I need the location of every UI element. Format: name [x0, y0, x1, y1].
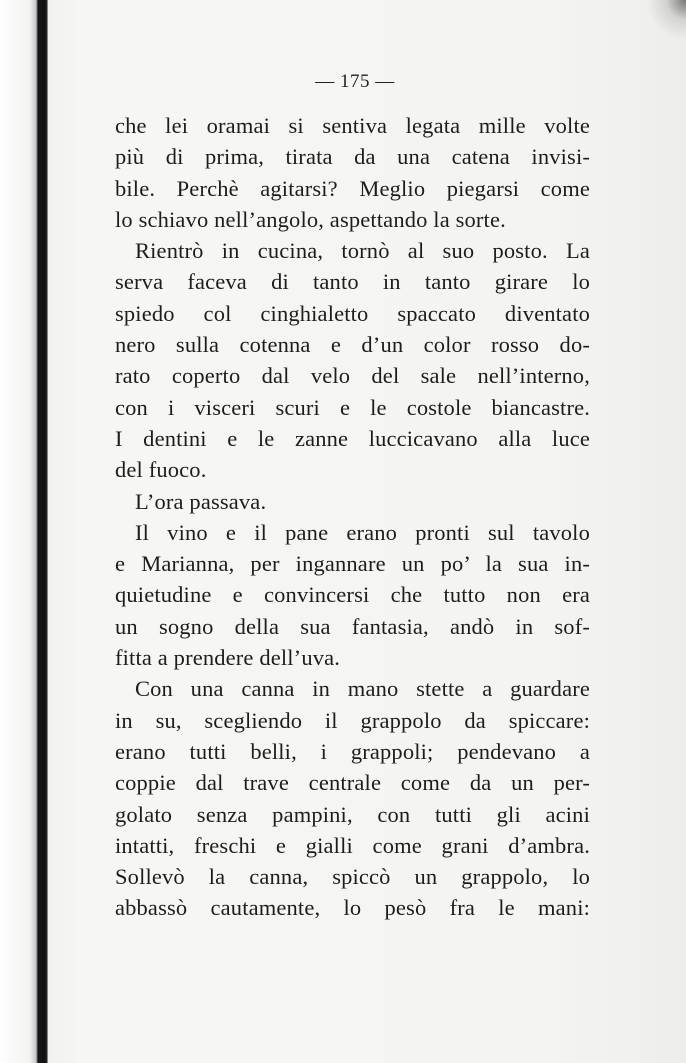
text-line: serva faceva di tanto in tanto girare lo	[115, 269, 590, 295]
text-line: un sogno della sua fantasia, andò in sof-	[115, 613, 590, 639]
text-line: Il vino e il pane erano pronti sul tavolo	[135, 519, 590, 545]
text-line: erano tutti belli, i grappoli; pendevano a	[115, 738, 590, 764]
text-line: Sollevò la canna, spiccò un grappolo, lo	[115, 864, 590, 890]
page-number: — 175 —	[315, 71, 395, 92]
text-line: bile. Perchè agitarsi? Meglio piegarsi come	[115, 175, 590, 201]
text-line: lo schiavo nell’angolo, aspettando la sorte.	[115, 206, 506, 232]
text-line: intatti, freschi e gialli come grani d’ambra.	[115, 832, 590, 858]
text-line: spiedo col cinghialetto spaccato diventato	[115, 300, 590, 326]
text-line: nero sulla cotenna e d’un color rosso do-	[115, 332, 590, 358]
text-line: coppie dal trave centrale come da un per-	[115, 770, 590, 796]
text-line: Rientrò in cucina, tornò al suo posto. La	[135, 238, 590, 264]
page-corner-shadow	[646, 0, 686, 40]
text-line: fitta a prendere dell’uva.	[115, 645, 341, 671]
text-line: L’ora passava.	[135, 488, 267, 514]
text-line: golato senza pampini, con tutti gli acini	[115, 801, 590, 827]
text-line: quietudine e convincersi che tutto non era	[115, 582, 590, 608]
text-line: in su, scegliendo il grappolo da spiccare:	[115, 707, 590, 733]
text-line: abbassò cautamente, lo pesò fra le mani:	[115, 895, 590, 921]
text-line: più di prima, tirata da una catena invisi-	[115, 144, 590, 170]
text-line: rato coperto dal velo del sale nell’interno,	[115, 363, 590, 389]
text-line: e Marianna, per ingannare un po’ la sua in-	[115, 551, 590, 577]
text-line: I dentini e le zanne luccicavano alla luce	[115, 425, 590, 451]
text-line: con i visceri scuri e le costole biancastre.	[115, 394, 590, 420]
text-line: Con una canna in mano stette a guardare	[135, 676, 590, 702]
text-line: che lei oramai si sentiva legata mille volte	[115, 113, 590, 138]
book-binding-edge	[0, 0, 48, 1063]
page-text-body	[115, 110, 590, 924]
text-line: del fuoco.	[115, 457, 207, 483]
